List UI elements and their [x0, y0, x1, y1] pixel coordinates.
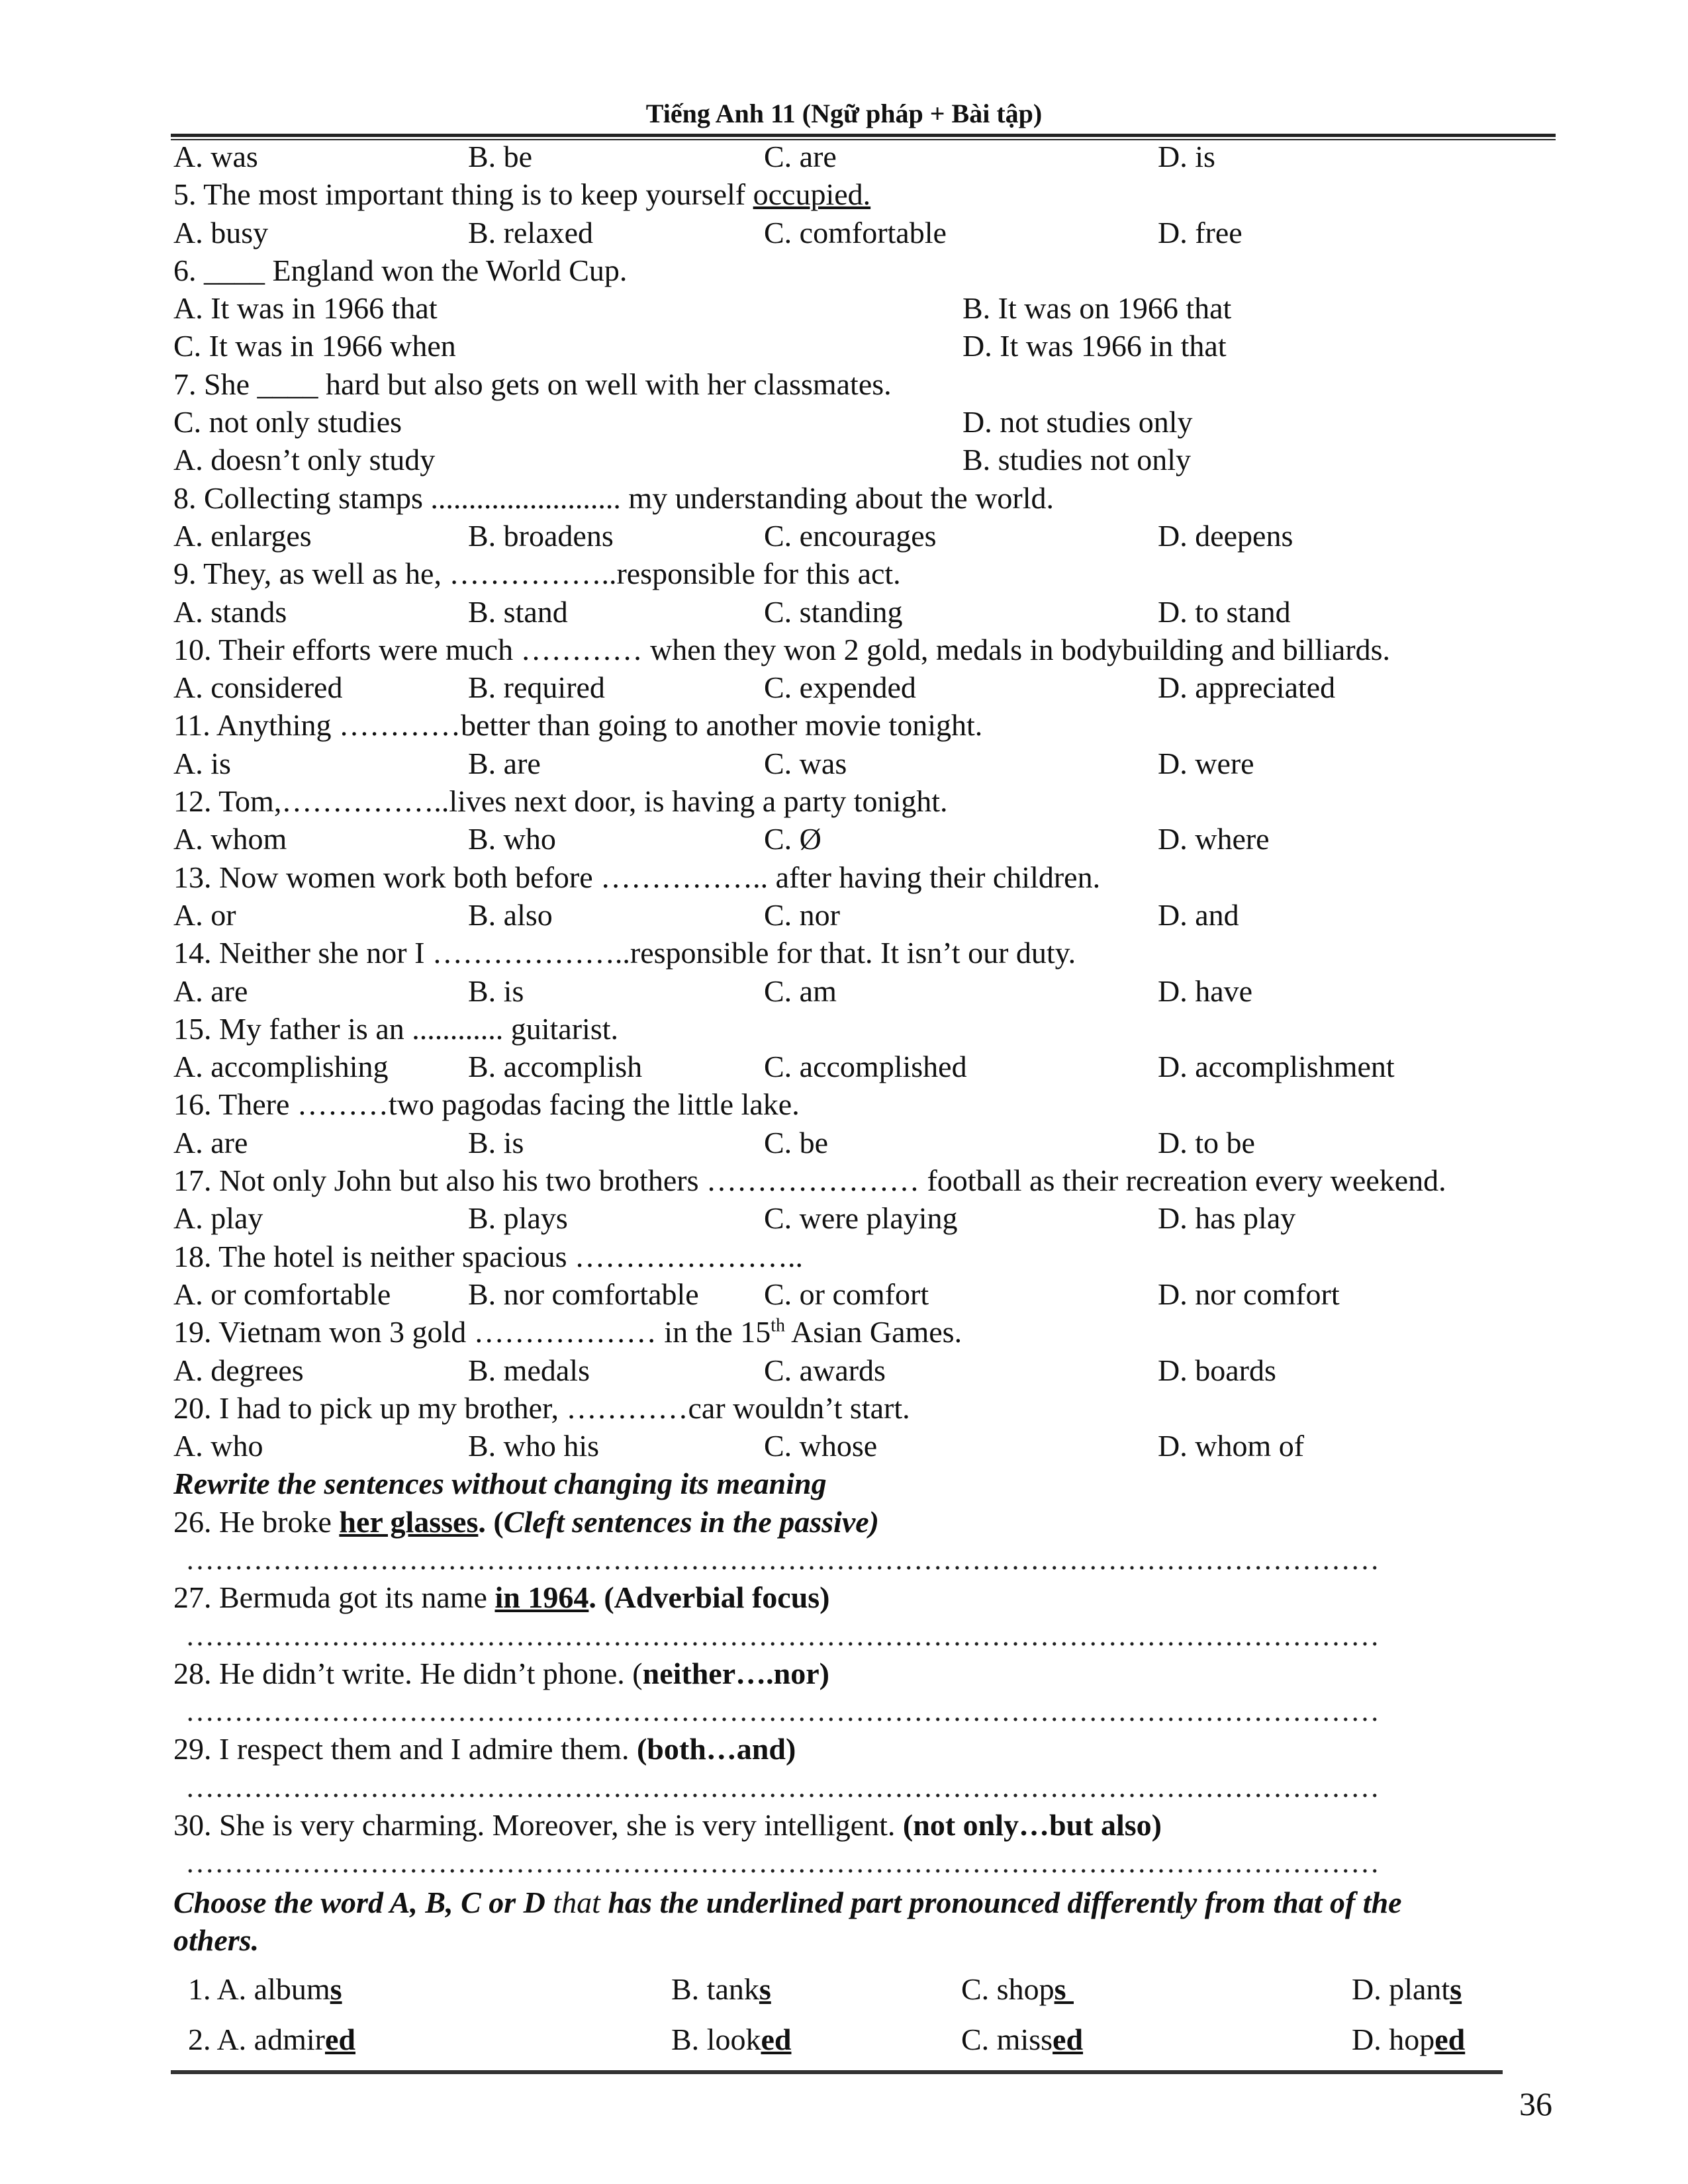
option-d: D. not studies only [962, 405, 1193, 439]
page-header-title: Tiếng Anh 11 (Ngữ pháp + Bài tập) [645, 99, 1043, 128]
option-b: B. plays [468, 1201, 568, 1236]
option-a: A. who [173, 1429, 263, 1463]
option-d: D. to be [1158, 1125, 1255, 1160]
option-d: D. hoped [1352, 2022, 1466, 2056]
option-a: A. are [173, 1125, 248, 1160]
q10-stem: 10. Their efforts were much ………… when they won 2 gold, medals in bodybuilding and billiards. [173, 632, 1391, 666]
q17-options [173, 1199, 1557, 1237]
q16-stem: 16. There ………two pagodas facing the little lake. [173, 1087, 800, 1122]
option-b: B. nor comfortable [468, 1277, 699, 1311]
q6-options-row1 [173, 289, 1557, 327]
q27-stem: 27. Bermuda got its name in 1964. (Adverbial focus) [173, 1580, 830, 1615]
option-d: D. is [1158, 140, 1215, 173]
option-d: D. It was 1966 in that [962, 329, 1227, 363]
option-c: C. expended [764, 670, 916, 705]
q11-options [173, 745, 1557, 782]
q8-options [173, 517, 1557, 555]
q7-options-row2 [173, 441, 1557, 478]
option-a: A. play [173, 1201, 263, 1236]
q30-hint: (not only…but also) [902, 1808, 1162, 1843]
option-a: A. or comfortable [173, 1277, 391, 1311]
q20-stem: 20. I had to pick up my brother, …………car wouldn’t start. [173, 1390, 910, 1425]
option-a: 1. A. albums [188, 1972, 342, 2006]
pron-q1-options [173, 1964, 1557, 2015]
q13-options [173, 896, 1557, 934]
q9-options [173, 593, 1557, 631]
q30-stem: 30. She is very charming. Moreover, she is very intelligent. (not only…but also) [173, 1808, 1162, 1843]
q19-options [173, 1351, 1557, 1389]
option-a: A. It was in 1966 that [173, 291, 438, 326]
header-rule-thick [171, 134, 1556, 137]
option-b: B. accomplish [468, 1050, 643, 1084]
q15-options [173, 1048, 1557, 1085]
q27-answer-line[interactable]: …………………………………………………………………………………………………………… [185, 1619, 1380, 1652]
option-a: A. stands [173, 594, 287, 629]
option-d: D. accomplishment [1158, 1050, 1395, 1084]
q27-focus-phrase: in 1964 [494, 1580, 589, 1615]
worksheet-content [173, 138, 1557, 2065]
q27-hint: . (Adverbial focus) [588, 1580, 830, 1615]
q9-stem: 9. They, as well as he, ……………..responsible for this act. [173, 557, 901, 591]
option-b: B. relaxed [468, 215, 594, 250]
q14-options [173, 972, 1557, 1010]
q19-stem: 19. Vietnam won 3 gold ……………… in the 15th Asian Games. [173, 1315, 962, 1349]
option-d: D. have [1158, 974, 1253, 1008]
q7-options-row1 [173, 403, 1557, 441]
option-b: B. medals [468, 1353, 590, 1387]
option-b: B. who his [468, 1429, 600, 1463]
q16-options [173, 1124, 1557, 1161]
option-a: A. degrees [173, 1353, 304, 1387]
option-d: D. free [1158, 215, 1243, 250]
q26-hint: Cleft sentences in the passive) [503, 1504, 879, 1539]
q19-superscript: th [771, 1315, 786, 1336]
option-d: D. deepens [1158, 518, 1293, 553]
option-c: C. shops [961, 1972, 1074, 2006]
pronunciation-section-heading: Choose the word A, B, C or D that has the underlined part pronounced differently from that of the others. [173, 1885, 1402, 1957]
q29-answer-line[interactable]: …………………………………………………………………………………………………………… [185, 1770, 1380, 1803]
q5-stem: 5. The most important thing is to keep yourself occupied. [173, 177, 871, 212]
q28-stem: 28. He didn’t write. He didn’t phone. (neither….nor) [173, 1656, 829, 1690]
option-b: B. broadens [468, 518, 614, 553]
option-b: B. be [468, 140, 533, 173]
option-b: B. stand [468, 594, 568, 629]
option-d: D. where [1158, 822, 1270, 856]
option-b: B. also [468, 897, 553, 932]
option-c: C. or comfort [764, 1277, 929, 1311]
option-c: C. nor [764, 897, 840, 932]
q17-stem: 17. Not only John but also his two brothers ………………… football as their recreation every weekend. [173, 1163, 1446, 1198]
option-a: A. considered [173, 670, 343, 705]
option-a: A. was [173, 140, 258, 173]
option-b: B. tanks [671, 1972, 771, 2006]
q4-options [173, 138, 1557, 175]
option-a: A. are [173, 974, 248, 1008]
q12-stem: 12. Tom,……………..lives next door, is having a party tonight. [173, 784, 948, 819]
q6-options-row2 [173, 327, 1557, 365]
option-b: B. It was on 1966 that [962, 291, 1232, 326]
option-b: B. studies not only [962, 443, 1192, 477]
q7-stem: 7. She ____ hard but also gets on well with her classmates. [173, 367, 892, 401]
option-a: A. whom [173, 822, 287, 856]
option-b: B. looked [671, 2022, 792, 2056]
option-c: C. whose [764, 1429, 878, 1463]
q28-hint: neither….nor) [642, 1656, 829, 1690]
option-b: B. required [468, 670, 605, 705]
option-a: A. enlarges [173, 518, 312, 553]
option-a: 2. A. admired [188, 2022, 355, 2056]
q26-answer-line[interactable]: …………………………………………………………………………………………………………… [185, 1543, 1380, 1576]
pron-q2-options [173, 2015, 1557, 2065]
option-b: B. is [468, 1125, 524, 1160]
option-c: C. be [764, 1125, 829, 1160]
option-c: C. encourages [764, 518, 937, 553]
q11-stem: 11. Anything …………better than going to another movie tonight. [173, 708, 983, 743]
option-c: C. Ø [764, 822, 821, 856]
q8-stem: 8. Collecting stamps ......................... my understanding about the world. [173, 480, 1055, 515]
option-a: A. busy [173, 215, 269, 250]
q14-stem: 14. Neither she nor I ………………..responsible for that. It isn’t our duty. [173, 936, 1076, 970]
q10-options [173, 668, 1557, 706]
option-b: B. is [468, 974, 524, 1008]
q30-answer-line[interactable]: …………………………………………………………………………………………………………… [185, 1846, 1380, 1880]
option-c: C. are [764, 140, 837, 173]
option-d: D. nor comfort [1158, 1277, 1340, 1311]
q5-options [173, 214, 1557, 251]
option-d: D. were [1158, 746, 1254, 780]
option-a: A. is [173, 746, 231, 780]
option-c: C. were playing [764, 1201, 958, 1236]
option-d: D. whom of [1158, 1429, 1305, 1463]
option-b: B. are [468, 746, 541, 780]
q12-options [173, 820, 1557, 858]
option-a: A. accomplishing [173, 1050, 389, 1084]
q18-options [173, 1275, 1557, 1313]
q26-focus-phrase: her glasses [339, 1504, 479, 1539]
q28-answer-line[interactable]: …………………………………………………………………………………………………………… [185, 1695, 1380, 1728]
option-d: D. boards [1158, 1353, 1276, 1387]
q26-stem: 26. He broke her glasses. (Cleft sentences in the passive) [173, 1504, 879, 1539]
option-c: C. awards [764, 1353, 886, 1387]
option-d: D. plants [1352, 1972, 1462, 2006]
option-d: D. to stand [1158, 594, 1291, 629]
footer-rule [171, 2070, 1503, 2074]
q18-stem: 18. The hotel is neither spacious ………………….. [173, 1239, 803, 1273]
option-d: D. and [1158, 897, 1239, 932]
option-d: D. appreciated [1158, 670, 1336, 705]
page-number: 36 [1519, 2085, 1552, 2122]
option-c: C. It was in 1966 when [173, 329, 456, 363]
option-c: C. accomplished [764, 1050, 967, 1084]
option-c: C. missed [961, 2022, 1084, 2056]
q29-hint: (both…and) [636, 1732, 796, 1766]
option-c: C. not only studies [173, 405, 402, 439]
option-a: A. doesn’t only study [173, 443, 436, 477]
option-c: C. standing [764, 594, 903, 629]
option-c: C. was [764, 746, 847, 780]
q20-options [173, 1427, 1557, 1465]
option-b: B. who [468, 822, 556, 856]
q15-stem: 15. My father is an ............ guitarist. [173, 1011, 619, 1046]
option-d: D. has play [1158, 1201, 1296, 1236]
option-c: C. comfortable [764, 215, 947, 250]
q13-stem: 13. Now women work both before …………….. after having their children. [173, 860, 1101, 894]
rewrite-section-heading: Rewrite the sentences without changing its meaning [173, 1467, 827, 1501]
q6-stem: 6. ____ England won the World Cup. [173, 253, 628, 287]
q5-underlined-word: occupied. [753, 177, 871, 212]
q29-stem: 29. I respect them and I admire them. (both…and) [173, 1732, 796, 1766]
option-c: C. am [764, 974, 837, 1008]
option-a: A. or [173, 897, 236, 932]
